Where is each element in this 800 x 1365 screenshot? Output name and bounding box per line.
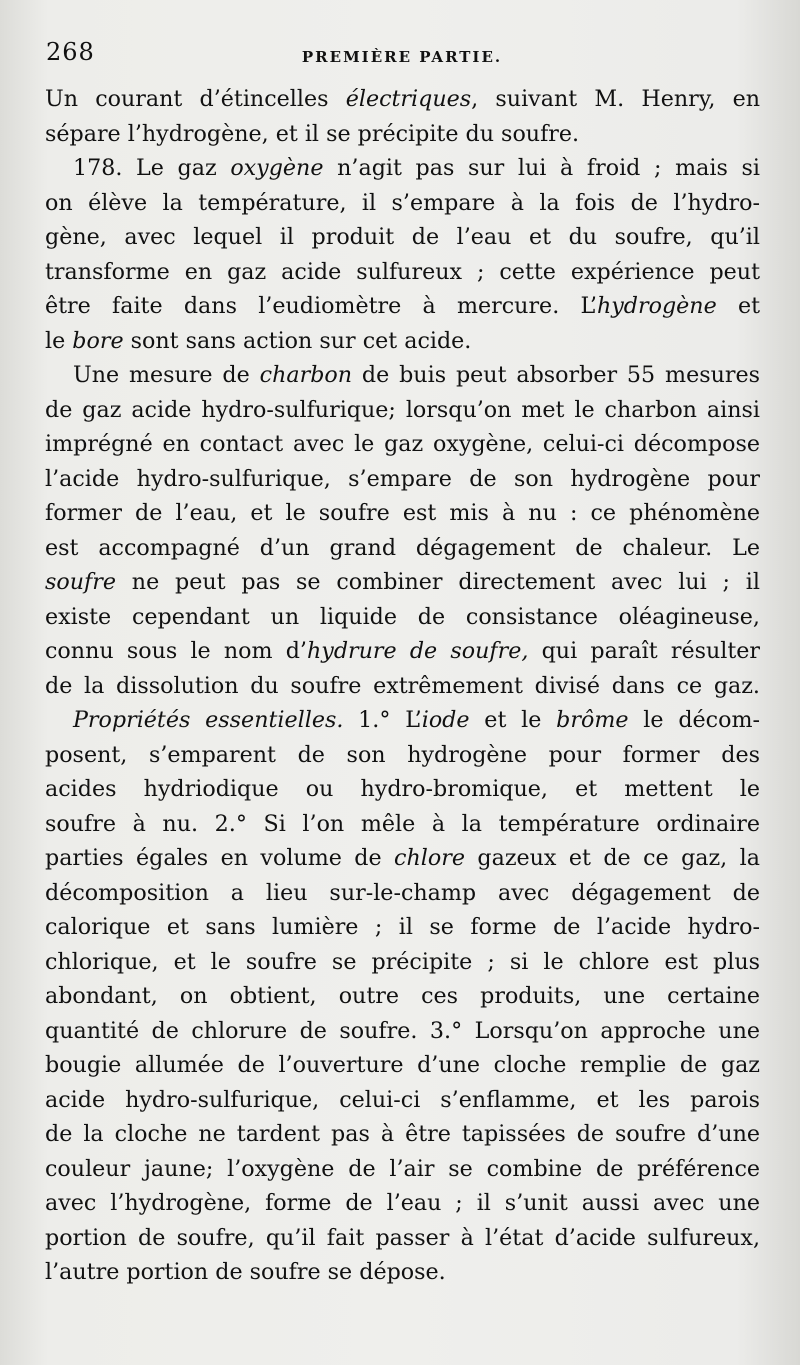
text-line [45, 82, 760, 117]
italic-term: électriques [345, 86, 472, 112]
text-segment: décomposition a lieu sur-le-champ avec dégagement de [45, 879, 760, 906]
text-line [45, 600, 760, 635]
text-segment: être faite dans l’eudiomètre à mercure. L’ [45, 293, 597, 319]
text-line [45, 496, 760, 531]
text-segment: sépare l’hydrogène, et il se précipite du soufre. [45, 120, 580, 147]
running-title: PREMIÈRE PARTIE. [301, 48, 503, 66]
text-segment: parties égales en volume de [45, 845, 395, 871]
text-line [45, 910, 760, 945]
text-segment: existe cependant un liquide de consistance oléagineuse, [45, 603, 760, 630]
text-line [45, 979, 760, 1014]
text-segment: de buis peut absorber 55 mesures [352, 362, 760, 388]
text-line [45, 531, 760, 566]
text-segment: connu sous le nom d’ [45, 638, 307, 664]
text-segment: n’agit pas sur lui à froid ; mais si [323, 155, 760, 181]
italic-term: oxygène [230, 155, 324, 181]
text-segment: gazeux et de ce gaz, la [464, 845, 760, 871]
text-line [45, 1083, 760, 1118]
text-line [45, 462, 760, 497]
text-segment: acides hydriodique ou hydro-bromique, et mettent le [45, 776, 760, 802]
text-segment: former de l’eau, et le soufre est mis à nu : ce phénomène [45, 500, 760, 526]
italic-term: brôme [556, 707, 629, 733]
text-line [45, 1152, 760, 1187]
italic-term: iode [421, 707, 470, 733]
text-line [45, 703, 760, 738]
text-line [45, 151, 760, 186]
text-segment: et le [469, 707, 557, 733]
text-line [45, 186, 760, 221]
text-segment: 178. Le gaz [73, 155, 231, 181]
text-segment: avec l’hydrogène, forme de l’eau ; il s’unit aussi avec une [45, 1190, 760, 1216]
text-segment: imprégné en contact avec le gaz oxygène, celui-ci décompose [45, 431, 760, 457]
text-segment: gène, avec lequel il produit de l’eau et du soufre, qu’il [45, 224, 760, 250]
italic-term: soufre [45, 569, 116, 595]
text-segment: soufre à nu. 2.° Si l’on mêle à la température ordinaire [45, 810, 760, 837]
italic-term: Propriétés essentielles. [73, 707, 344, 733]
italic-term: bore [72, 327, 124, 354]
text-segment: le décom- [628, 707, 760, 733]
text-segment: l’autre portion de soufre se dépose. [45, 1259, 446, 1285]
text-segment: calorique et sans lumière ; il se forme de l’acide hydro- [45, 914, 760, 940]
text-segment: qui paraît résulter [528, 638, 760, 664]
text-line [45, 1048, 760, 1083]
text-segment: quantité de chlorure de soufre. 3.° Lorsqu’on approche une [45, 1017, 760, 1044]
text-segment: transforme en gaz acide sulfureux ; cette expérience peut [45, 258, 760, 285]
text-line [45, 634, 760, 669]
italic-term: hydrure de soufre, [307, 638, 529, 664]
text-line [45, 772, 760, 807]
page-header [44, 38, 760, 74]
text-line [45, 1014, 760, 1049]
text-line [45, 358, 760, 393]
text-line [45, 807, 760, 842]
text-line [45, 324, 760, 359]
text-segment: on élève la température, il s’empare à la fois de l’hydro- [45, 189, 760, 216]
text-segment: et [716, 293, 760, 319]
page-number: 268 [46, 38, 95, 66]
text-line [45, 565, 760, 600]
text-segment: posent, s’emparent de son hydrogène pour former des [45, 741, 760, 768]
text-segment: couleur jaune; l’oxygène de l’air se combine de préférence [45, 1155, 760, 1182]
text-segment: Une mesure de [73, 362, 260, 388]
italic-term: hydrogène [596, 293, 717, 319]
italic-term: chlore [394, 845, 465, 871]
text-line [45, 669, 760, 704]
text-line [45, 255, 760, 290]
text-segment: le [45, 327, 73, 354]
text-segment: l’acide hydro-sulfurique, s’empare de son hydrogène pour [45, 465, 760, 492]
text-line [45, 1117, 760, 1152]
text-line [45, 876, 760, 911]
text-segment: 1.° L’ [343, 707, 422, 733]
text-line [45, 738, 760, 773]
text-segment: acide hydro-sulfurique, celui-ci s’enflamme, et les parois [45, 1086, 760, 1113]
text-line [45, 1186, 760, 1221]
text-segment: , suivant M. Henry, en [471, 86, 760, 112]
text-segment: de gaz acide hydro-sulfurique; lorsqu’on met le charbon ainsi [45, 396, 760, 423]
text-line [45, 289, 760, 324]
text-line [45, 1221, 760, 1256]
italic-term: charbon [259, 362, 353, 388]
text-line [45, 945, 760, 980]
text-segment: ne peut pas se combiner directement avec lui ; il [115, 569, 760, 595]
text-line [45, 117, 760, 152]
text-line [45, 841, 760, 876]
text-segment: de la cloche ne tardent pas à être tapissées de soufre d’une [45, 1121, 760, 1147]
text-line [45, 220, 760, 255]
text-segment: sont sans action sur cet acide. [123, 327, 472, 354]
text-line [45, 427, 760, 462]
text-line [45, 1255, 760, 1290]
text-segment: de la dissolution du soufre extrêmement divisé dans ce gaz. [45, 672, 760, 699]
text-segment: abondant, on obtient, outre ces produits, une certaine [45, 983, 760, 1009]
text-line [45, 393, 760, 428]
text-segment: est accompagné d’un grand dégagement de chaleur. Le [45, 534, 760, 561]
text-segment: Un courant d’étincelles [45, 86, 346, 112]
text-segment: bougie allumée de l’ouverture d’une cloche remplie de gaz [45, 1052, 760, 1078]
text-segment: portion de soufre, qu’il fait passer à l’état d’acide sulfureux, [45, 1224, 760, 1251]
text-segment: chlorique, et le soufre se précipite ; si le chlore est plus [45, 948, 760, 975]
body-text [45, 82, 760, 1290]
